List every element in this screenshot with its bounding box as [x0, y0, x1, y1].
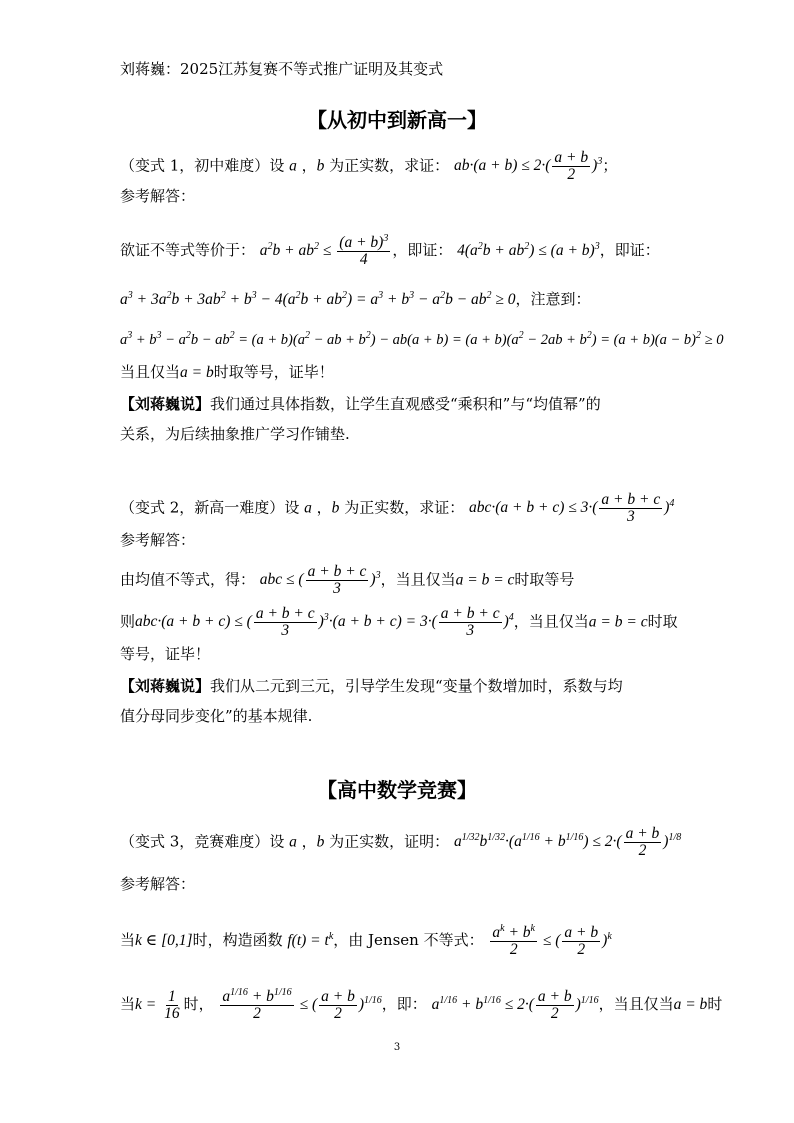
v1-equality: 当且仅当a = b时取等号，证毕！ [120, 363, 334, 381]
v1-comment-1: 【刘蒋巍说】我们通过具体指数，让学生直观感受“乘积和”与“均值幂”的 [120, 395, 601, 413]
page-header: 刘蒋巍：2025江苏复赛不等式推广证明及其变式 [120, 60, 444, 78]
v3-answer-label: 参考解答： [120, 875, 196, 893]
v1-label: （变式 1，初中难度） [120, 156, 270, 175]
v1-inequality: ab·(a + b) ≤ 2·( $\frac{a + b}{2}$ )$^3$ [453, 149, 603, 184]
v3-line2: 当k = $\frac{1}{16}$ 时， $\frac{a^{1/16} + b^{1/16}}{2}$ ≤ ( $\frac{a + b}{2}$ )$^{1/16}$，即： $a^{1/16} + b^{1/16} \le 2\cdot$( $\frac{a + b}{2}$ )$^{1/16}$，当且仅当a = b时 [120, 987, 723, 1023]
page-number: 3 [393, 1042, 401, 1053]
v2-statement: （变式 2，新高一难度）设 a ，b 为正实数，求证： abc·(a + b + c) ≤ 3·( $\frac{a + b + c}{3}$ )$^4$ [120, 491, 675, 526]
v2-comment-2: 值分母同步变化”的基本规律. [120, 707, 313, 725]
v1-comment-2: 关系，为后续抽象推广学习作铺垫. [120, 425, 350, 443]
v3-statement: （变式 3，竞赛难度）设 a ，b 为正实数，证明： $a^{1/32}b^{1/32}\cdot(a^{1/16} + b^{1/16}) \le 2\cdot$( $\frac{a + b}{2}$ )$^{1/8}$ [120, 825, 682, 860]
v2-inequality: abc·(a + b + c) ≤ 3·( $\frac{a + b + c}{3}$ )$^4$ [468, 491, 675, 526]
v1-line3: $a^3 + b^3 - a^2b - ab^2 = (a + b)(a^2$ − ab + $b^2) - ab(a + b) = (a + b)(a^2 - 2ab + b^2) = (a + b)(a - b)^2 \ge 0$ [120, 330, 724, 348]
v2-label: （变式 2，新高一难度） [120, 498, 285, 517]
v3-line1: 当k ∈ [0,1]时，构造函数 $f(t) = t^k$，由 Jensen 不等式： $\frac{a^k + b^k}{2}$ ≤ ( $\frac{a + b}{2}$ )$^k$ [120, 923, 612, 959]
v1-line2: $a^3 + 3a^2b + 3ab^2 + b^3 - 4(a^2b + ab^2) = a^3 + b^3 - a^2b - ab^2 \ge 0$，注意到： [120, 290, 591, 309]
section-title-1: 【从初中到新高一】 [307, 108, 487, 132]
v2-answer-label: 参考解答： [120, 531, 196, 549]
v2-line1: 由均值不等式，得： abc ≤ ( $\frac{a + b + c}{3}$ )$^3$，当且仅当a = b = c时取等号 [120, 563, 575, 598]
v2-line3: 等号，证毕！ [120, 645, 211, 663]
v2-line2: 则abc·(a + b + c) ≤ ( $\frac{a + b + c}{3}$ )$^3$·(a + b + c) = 3·( $\frac{a + b + c}{3}$ )$^4$，当且仅当a = b = c时取 [120, 605, 678, 640]
v1-answer-label: 参考解答： [120, 187, 196, 205]
v2-comment-1: 【刘蒋巍说】我们从二元到三元，引导学生发现“变量个数增加时，系数与均 [120, 677, 623, 695]
v3-inequality: $a^{1/32}b^{1/32}\cdot(a^{1/16} + b^{1/16}) \le 2\cdot$( $\frac{a + b}{2}$ )$^{1/8}$ [453, 825, 682, 860]
v3-label: （变式 3，竞赛难度） [120, 832, 270, 851]
section-title-2: 【高中数学竞赛】 [317, 778, 477, 802]
v1-line1: 欲证不等式等价于： $a^2b + ab^2$ ≤ $\frac{(a + b)^3}{4}$ ，即证： $4(a^2b + ab^2) \le (a + b)^3$，即证： [120, 233, 660, 269]
v1-statement: （变式 1，初中难度）设 a ，b 为正实数，求证： ab·(a + b) ≤ 2·( $\frac{a + b}{2}$ )$^3$； [120, 149, 618, 184]
